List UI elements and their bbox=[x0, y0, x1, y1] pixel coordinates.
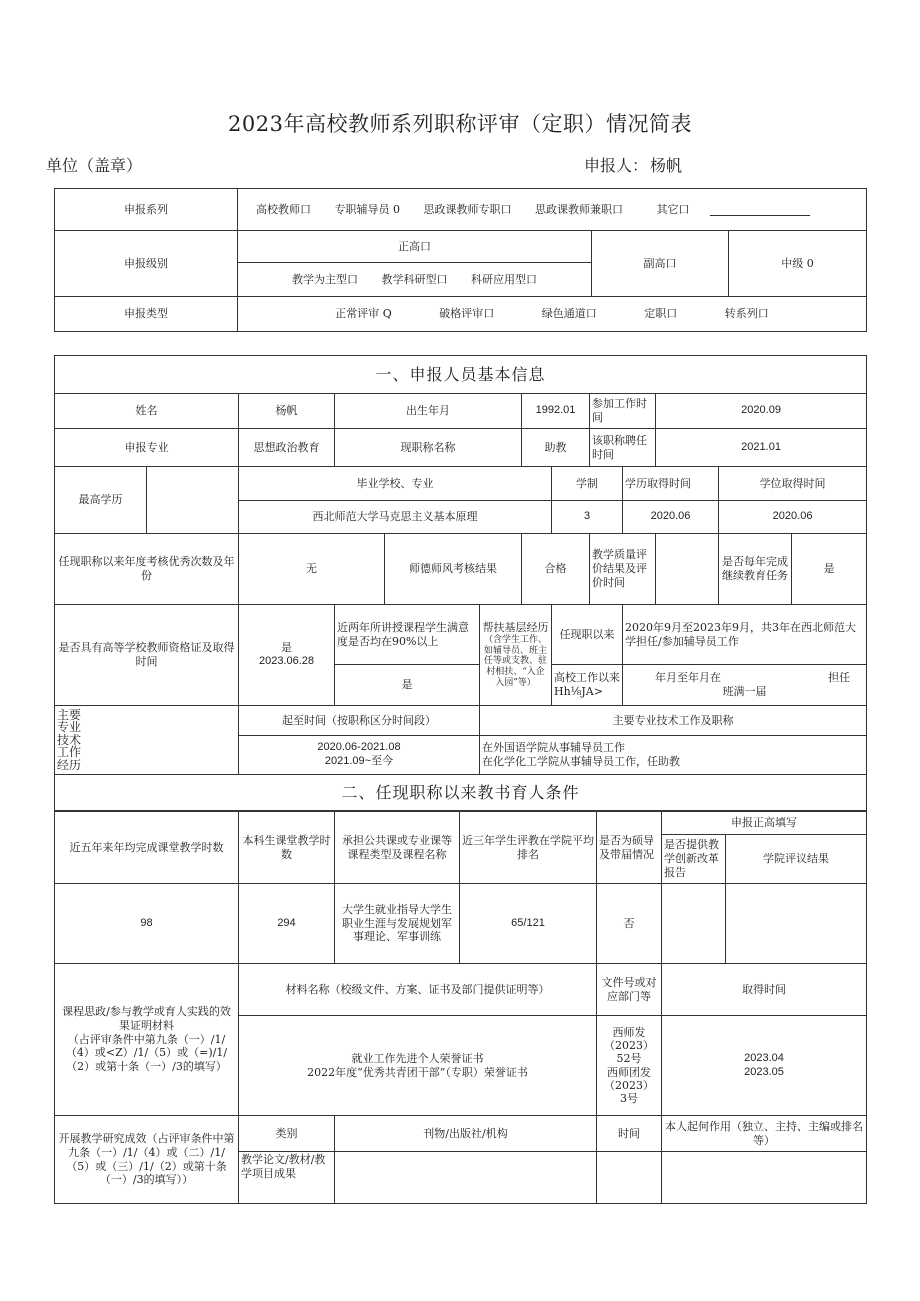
section2-title: 二、任现职称以来教书育人条件 bbox=[55, 775, 867, 811]
exp-time: 2021.09~至今 bbox=[324, 755, 394, 767]
hours-value: 98 bbox=[55, 884, 239, 964]
courses-label: 承担公共课或专业课等课程类型及课程名称 bbox=[335, 812, 460, 884]
college-text-1: 年月至年月在 bbox=[655, 671, 721, 685]
senior-type-option[interactable]: 科研应用型口 bbox=[471, 272, 537, 286]
exp-work: 在外国语学院从事辅导员工作 bbox=[482, 741, 625, 755]
cert-label: 是否具有高等学校教师资格证及取得时间 bbox=[55, 605, 239, 706]
work-start-label: 参加工作时间 bbox=[590, 394, 656, 429]
obtain-label: 取得时间 bbox=[662, 964, 867, 1016]
grassroots-note: （含学生工作、如辅导员、班主任等或支教、驻村相扶、“入企入园”等） bbox=[483, 634, 547, 689]
series-option[interactable]: 思政课教师兼职口 bbox=[535, 202, 623, 216]
college-value bbox=[623, 665, 867, 706]
series-options bbox=[238, 189, 867, 231]
edu-label: 最高学历 bbox=[55, 467, 147, 534]
satisfaction-value: 是 bbox=[335, 665, 480, 706]
ethics-label: 师德师风考核结果 bbox=[385, 534, 522, 605]
cert-has: 是 bbox=[281, 641, 292, 655]
research-time bbox=[597, 1152, 662, 1204]
applicant-label: 申报人： bbox=[584, 156, 649, 175]
grassroots-title: 帮扶基层经历 bbox=[482, 621, 549, 635]
exp-times bbox=[239, 736, 480, 775]
section1-title: 一、申报人员基本信息 bbox=[55, 356, 867, 394]
hours-label: 近五年来年均完成课堂教学时数 bbox=[55, 812, 239, 884]
exp-work: 在化学化工学院从事辅导员工作，任助教 bbox=[482, 755, 680, 768]
reform-label: 是否提供教学创新改革报告 bbox=[662, 835, 726, 884]
courses-value: 大学生就业指导大学生职业生涯与发展规划军事理论、军事训练 bbox=[335, 884, 460, 964]
degree-date-label: 学位取得时间 bbox=[719, 467, 867, 501]
edu-date-value: 2020.06 bbox=[623, 501, 719, 534]
ug-hours-value: 294 bbox=[239, 884, 335, 964]
cert-value bbox=[239, 605, 335, 706]
cont-edu-label: 是否每年完成继续教育任务 bbox=[719, 534, 792, 605]
basic-info-table bbox=[54, 355, 867, 811]
role-label: 本人起何作用（独立、主持、主编或排名等） bbox=[662, 1116, 867, 1152]
birth-label: 出生年月 bbox=[335, 394, 522, 429]
category-label: 类别 bbox=[239, 1116, 335, 1152]
level-senior-types bbox=[238, 263, 592, 297]
material-section-label bbox=[55, 964, 239, 1116]
senior-type-option[interactable]: 教学科研型口 bbox=[381, 272, 448, 286]
level-vice[interactable]: 副高口 bbox=[592, 231, 729, 297]
series-label: 申报系列 bbox=[55, 189, 238, 231]
senior-type-option[interactable]: 教学为主型口 bbox=[292, 272, 358, 286]
type-option[interactable]: 破格评审口 bbox=[439, 307, 495, 321]
cont-edu-value: 是 bbox=[792, 534, 867, 605]
materials bbox=[239, 1016, 597, 1116]
current-title-label: 现职称名称 bbox=[335, 429, 522, 467]
exp-work-label: 主要专业技术工作及职称 bbox=[480, 706, 867, 736]
since-value: 2020年9月至2023年9月，共3年在西北师范大学担任/参加辅导员工作 bbox=[623, 605, 867, 665]
obtain-date: 2023.04 bbox=[744, 1051, 784, 1064]
grassroots-label bbox=[480, 605, 552, 706]
level-label: 申报级别 bbox=[55, 231, 238, 297]
ug-hours-label: 本科生课堂教学时数 bbox=[239, 812, 335, 884]
exp-time: 2020.06-2021.08 bbox=[317, 741, 401, 754]
exp-time-label: 起至时间（按职称区分时间段） bbox=[239, 706, 480, 736]
material-name-label: 材料名称（校级文件、方案、证书及部门提供证明等） bbox=[239, 964, 597, 1016]
series-option[interactable]: 思政课教师专职口 bbox=[423, 202, 512, 216]
applicant-name: 杨帆 bbox=[650, 156, 683, 175]
ranking-label: 近三年学生评教在学院平均排名 bbox=[460, 812, 597, 884]
research-label: 开展教学研究成效（占评审条件中第九条（一）/1/（4）或（二）/1/（5）或（三）/1/（2）或第十条（一）/3的填写）） bbox=[55, 1116, 239, 1204]
series-option[interactable]: 专职辅导员 0 bbox=[334, 202, 400, 216]
obtain-dates bbox=[662, 1016, 867, 1116]
material-section-title: 课程思政/参与教学或育人实践的效果证明材料 bbox=[62, 1005, 231, 1032]
publisher-label: 刊物/出版社/机构 bbox=[335, 1116, 597, 1152]
application-type-table bbox=[54, 188, 867, 332]
material-section-note: （占评审条件中第九条（一）/1/（4）或<Z）/1/（5）或（=)/1/（2）或第十条（一）/3的填写） bbox=[65, 1032, 228, 1074]
unit-label: 单位（盖章） bbox=[46, 156, 143, 175]
research-role bbox=[662, 1152, 867, 1204]
college-text-2: 担任 bbox=[828, 671, 851, 685]
exp-label: 主要 专业 技术 工作 经历 bbox=[55, 706, 239, 775]
research-category: 教学论文/教材/教学项目成果 bbox=[239, 1152, 335, 1204]
satisfaction-label: 近两年所讲授课程学生满意度是否均在90%以上 bbox=[335, 605, 480, 665]
appoint-value: 2021.01 bbox=[656, 429, 867, 467]
senior-only-label: 申报正高填写 bbox=[662, 812, 867, 835]
material-item: 2022年度“优秀共青团干部”（专职）荣誉证书 bbox=[307, 1065, 528, 1079]
type-option[interactable]: 绿色通道口 bbox=[541, 307, 597, 321]
major-value: 思想政治教育 bbox=[239, 429, 335, 467]
quality-label: 教学质量评价结果及评价时间 bbox=[590, 534, 656, 605]
obtain-date: 2023.05 bbox=[744, 1065, 784, 1078]
type-option[interactable]: 正常评审 Q bbox=[335, 307, 392, 321]
reform-value bbox=[662, 884, 726, 964]
school-label: 毕业学校、专业 bbox=[239, 467, 552, 501]
major-label: 申报专业 bbox=[55, 429, 239, 467]
teaching-table bbox=[54, 811, 867, 1204]
school-value: 西北师范大学马克思主义基本原理 bbox=[239, 501, 552, 534]
college-eval-label: 学院评议结果 bbox=[726, 835, 867, 884]
college-eval-value bbox=[726, 884, 867, 964]
degree-date-value: 2020.06 bbox=[719, 501, 867, 534]
applicant bbox=[582, 153, 682, 176]
level-senior[interactable]: 正高口 bbox=[238, 231, 592, 263]
assess-value: 无 bbox=[239, 534, 385, 605]
page-title: 2023年高校教师系列职称评审（定职）情况简表 bbox=[228, 112, 692, 136]
birth-value: 1992.01 bbox=[522, 394, 590, 429]
duration-label: 学制 bbox=[552, 467, 623, 501]
name-value: 杨帆 bbox=[239, 394, 335, 429]
material-item: 就业工作先进个人荣誉证书 bbox=[351, 1051, 484, 1065]
ethics-value: 合格 bbox=[522, 534, 590, 605]
doc-no-label: 文件号或对应部门等 bbox=[597, 964, 662, 1016]
type-options bbox=[238, 297, 867, 332]
series-option[interactable]: 高校教师口 bbox=[256, 202, 311, 216]
quality-value bbox=[656, 534, 719, 605]
assess-label: 任现职称以来年度考核优秀次数及年份 bbox=[55, 534, 239, 605]
cert-date: 2023.06.28 bbox=[258, 655, 315, 667]
current-title-value: 助教 bbox=[522, 429, 590, 467]
college-text-3: 班满一届 bbox=[722, 685, 767, 698]
duration-value: 3 bbox=[552, 501, 623, 534]
edu-blank bbox=[147, 467, 239, 534]
type-label: 申报类型 bbox=[55, 297, 238, 332]
appoint-label: 该职称聘任时间 bbox=[590, 429, 656, 467]
since-label: 任现职以来 bbox=[552, 605, 623, 665]
exp-works bbox=[480, 736, 867, 775]
edu-date-label: 学历取得时间 bbox=[623, 467, 719, 501]
supervisor-value: 否 bbox=[597, 884, 662, 964]
type-option[interactable]: 定职口 bbox=[644, 307, 678, 321]
work-start-value: 2020.09 bbox=[656, 394, 867, 429]
level-mid[interactable]: 中级 0 bbox=[729, 231, 867, 297]
college-label: 高校工作以来 Hh⅛JA> bbox=[552, 665, 623, 706]
name-label: 姓名 bbox=[55, 394, 239, 429]
research-publisher bbox=[335, 1152, 597, 1204]
ranking-value: 65/121 bbox=[460, 884, 597, 964]
supervisor-label: 是否为硕导及带届情况 bbox=[597, 812, 662, 884]
time-label: 时间 bbox=[597, 1116, 662, 1152]
doc-nos: 西师发 （2023） 52号 西师团发 （2023） 3号 bbox=[597, 1016, 662, 1116]
series-option-other[interactable]: 其它口 bbox=[647, 203, 820, 217]
type-option[interactable]: 转系列口 bbox=[724, 307, 769, 321]
